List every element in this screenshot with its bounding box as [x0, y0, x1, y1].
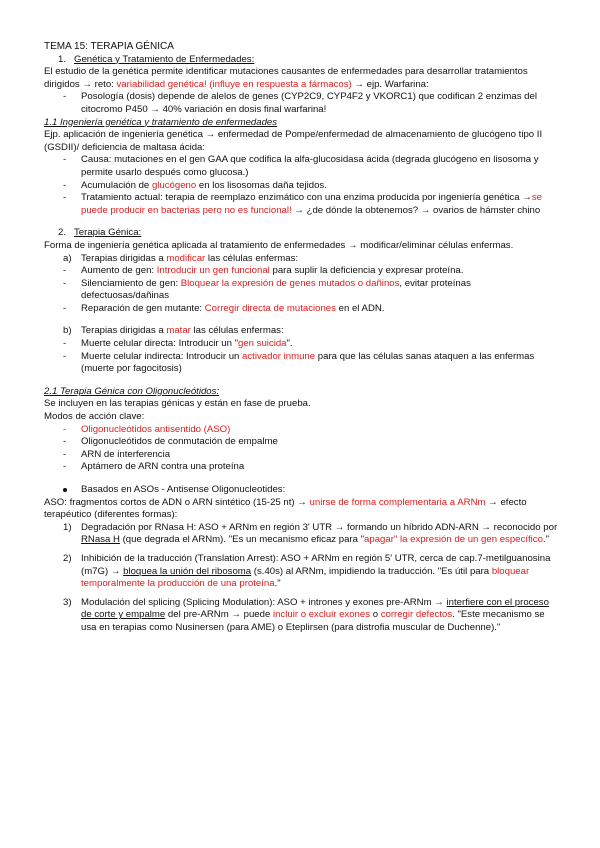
- highlight-text: gen suicida: [237, 338, 287, 350]
- section-title: Terapia Génica:: [74, 227, 142, 239]
- list-item: [44, 351, 559, 376]
- highlight-text: bloquear temporalmente la producción de una proteína: [81, 565, 530, 590]
- list-marker: 2): [63, 552, 72, 564]
- highlight-text: Corregir directa de mutaciones: [204, 302, 336, 314]
- text-run: Modulación del splicing (Splicing Modulation): ASO + intrones y exones pre-ARNm →: [81, 596, 447, 608]
- numbered-item: [44, 522, 559, 547]
- list-item: - Oligonucleótidos antisentido (ASO): [44, 424, 559, 437]
- list-item: [44, 192, 559, 217]
- underlined-text: bloquea la unión del ribosoma: [123, 565, 252, 577]
- section-1-heading: [44, 54, 559, 67]
- text-run: ".: [286, 338, 293, 350]
- page-title: TEMA 15: TERAPIA GÉNICA: [44, 41, 174, 52]
- list-item: [44, 303, 559, 316]
- text-run: Tratamiento actual: terapia de reemplazo enzimático con una enzima producida por ingeniería genética →: [81, 192, 532, 204]
- text-run: .": [542, 534, 549, 546]
- text-run: Inhibición de la traducción (Translation Arrest): ASO + ARNm en región 5' UTR, cerca de cap.7-metilguanosina (m7G) →: [81, 552, 551, 577]
- highlight-text: apagar" la expresión de un gen específico: [364, 534, 543, 546]
- underlined-text: RNasa H: [81, 534, 120, 546]
- text-run: (que degrada el ARNm). "Es un mecanismo eficaz para ": [119, 534, 365, 546]
- text-run: .": [274, 578, 281, 590]
- text-run: → ejp. Warfarina:: [351, 78, 429, 90]
- highlight-text: Introducir un gen funcional: [156, 265, 270, 277]
- section-number: 2.: [58, 227, 67, 239]
- list-marker: a): [63, 252, 72, 264]
- list-item: - ARN de interferencia: [44, 449, 559, 462]
- highlight-text: unirse de forma complementaria a ARNm: [309, 496, 486, 508]
- highlight-text: activador inmune: [242, 350, 316, 362]
- dash-list: [44, 424, 559, 474]
- numbered-item: [44, 553, 559, 591]
- paragraph: Se incluyen en las terapias génicas y están en fase de prueba.: [44, 398, 311, 410]
- text-run: para que las células sanas ataquen a las enfermas (muerte por fagocitosis): [81, 350, 535, 375]
- text-run: , evitar proteínas defectuosas/dañinas: [81, 277, 471, 302]
- dash-list: [44, 154, 559, 217]
- text-run: Acumulación de: [81, 179, 152, 191]
- text-run: en el ADN.: [335, 302, 385, 314]
- text-run: Aumento de gen:: [81, 265, 157, 277]
- document-body: [44, 41, 559, 635]
- highlight-text: incluir o excluir exones: [272, 609, 371, 621]
- section-title: Genética y Tratamiento de Enfermedades:: [74, 53, 255, 65]
- highlight-text: glucógeno: [151, 179, 197, 191]
- text-run: Muerte celular directa: Introducir un ": [81, 338, 238, 350]
- highlight-text: corregir defectos: [380, 609, 453, 621]
- highlight-text: modificar: [166, 252, 206, 264]
- highlight-text: variabilidad genética! (influye en respuesta a fármacos): [116, 78, 352, 90]
- text-run: del pre-ARNm → puede: [165, 609, 273, 621]
- text-run: (s.40s) al ARNm, impidiendo la traducción. "Es útil para: [251, 565, 492, 577]
- paragraph: Ejp. aplicación de ingeniería genética → enfermedad de Pompe/enfermedad de almacenamiento de glucógeno tipo II (GSDII)/ deficiencia de maltasa ácida:: [44, 129, 543, 153]
- text-run: Terapias dirigidas a: [81, 252, 167, 264]
- text-run: o: [370, 609, 381, 621]
- list-item: - Causa: mutaciones en el gen GAA que codifica la alfa-glucosidasa ácida (degrada glucógeno en lisosoma y permite usarlo después como glucosa.): [44, 154, 559, 179]
- text-run: Terapias dirigidas a: [81, 325, 167, 337]
- underlined-text: interfiere con el proceso de corte y empalme: [81, 596, 549, 621]
- list-item: - Aptámero de ARN contra una proteína: [44, 461, 559, 474]
- section-number: 1.: [58, 53, 67, 65]
- list-item: [44, 278, 559, 303]
- text-run: . "Este mecanismo se usa en terapias como Nusinersen (para AME) o Eteplirsen (para distrofia muscular de Duchenne).": [81, 609, 545, 633]
- text-run: → efecto terapéutico (diferentes formas):: [44, 496, 527, 521]
- paragraph: Forma de ingeniería genética aplicada al tratamiento de enfermedades → modificar/eliminar células enfermas.: [44, 239, 514, 251]
- text-run: ASO: fragmentos cortos de ADN o ARN sintético (15-25 nt) →: [44, 496, 310, 508]
- paragraph: [44, 497, 559, 522]
- text-run: Basados en ASOs - Antisense Oligonucleotides:: [81, 484, 286, 495]
- dash-list: [44, 91, 559, 116]
- list-item-b: [44, 325, 559, 338]
- highlight-text: Bloquear la expresión de genes mutados o dañinos: [180, 277, 400, 289]
- text-run: para suplir la deficiencia y expresar proteína.: [269, 265, 464, 277]
- list-item: - Oligonucleótidos de conmutación de empalme: [44, 436, 559, 449]
- list-marker: 1): [63, 521, 72, 533]
- subsection-heading: 1.1 Ingeniería genética y tratamiento de enfermedades: [44, 116, 278, 128]
- list-item: [44, 338, 559, 351]
- highlight-text: matar: [166, 325, 191, 337]
- numbered-item: [44, 597, 559, 635]
- text-run: El estudio de la genética permite identificar mutaciones causantes de enfermedades para desarrollar tratamientos dirigidos → reto:: [44, 66, 528, 90]
- list-item: [44, 180, 559, 193]
- list-item: - Posología (dosis) depende de alelos de genes (CYP2C9, CYP4F2 y VKORC1) que codifican 2 enzimas del citocromo P450 → 40% variación en dosis final warfarina!: [44, 91, 559, 116]
- text-run: las células enfermas:: [205, 252, 299, 264]
- list-item-a: [44, 253, 559, 266]
- list-marker: 3): [63, 596, 72, 608]
- list-item: [44, 265, 559, 278]
- bullet-item: [44, 484, 559, 497]
- paragraph: [44, 66, 559, 91]
- subsection-heading: 2.1 Terapia Génica con Oligonucleótidos:: [44, 385, 220, 397]
- highlight-text: se puede producir en bacterias pero no es funcional!: [81, 192, 542, 216]
- text-run: → ¿de dónde la obtenemos? → ovarios de hámster chino: [291, 204, 541, 216]
- bullet-dot-icon: [63, 488, 67, 492]
- section-2-heading: [44, 227, 559, 240]
- text-run: las células enfermas:: [190, 325, 284, 337]
- paragraph: Modos de acción clave:: [44, 411, 145, 423]
- text-run: Silenciamiento de gen:: [81, 277, 181, 289]
- text-run: Degradación por RNasa H: ASO + ARNm en región 3' UTR → formando un híbrido ADN-ARN → reconocido por: [81, 521, 558, 533]
- text-run: Reparación de gen mutante:: [81, 302, 205, 314]
- text-run: Muerte celular indirecta: Introducir un: [81, 350, 243, 362]
- list-marker: b): [63, 325, 72, 337]
- text-run: en los lisosomas daña tejidos.: [196, 179, 327, 191]
